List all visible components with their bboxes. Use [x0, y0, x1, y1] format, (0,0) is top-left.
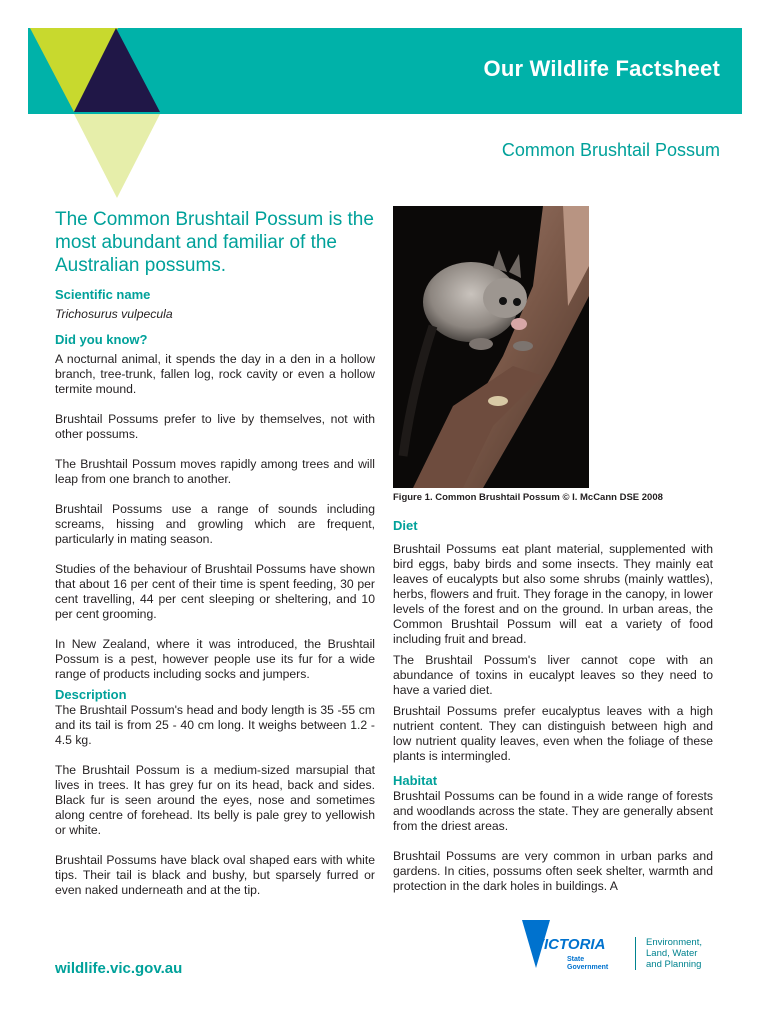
did-you-know-paragraph: Brushtail Possums use a range of sounds including screams, hissing and growling which are frequent, particularly in mating season. — [55, 502, 375, 546]
possum-photo — [393, 206, 589, 488]
scientific-name-section — [55, 287, 375, 322]
diet-heading: Diet — [393, 518, 418, 533]
figure-caption: Figure 1. Common Brushtail Possum © I. McCann DSE 2008 — [393, 492, 663, 503]
victoria-logo-sub: State — [567, 956, 585, 963]
did-you-know-section — [55, 332, 375, 682]
description-heading: Description — [55, 687, 127, 702]
did-you-know-paragraph: In New Zealand, where it was introduced, the Brushtail Possum is a pest, however people use its fur for a wide range of products including socks and jumpers. — [55, 637, 375, 681]
description-section — [55, 687, 375, 898]
habitat-heading: Habitat — [393, 773, 438, 788]
did-you-know-paragraph: The Brushtail Possum moves rapidly among trees and will leap from one branch to another. — [55, 457, 375, 486]
habitat-paragraph: Brushtail Possums are very common in urban parks and gardens. In cities, possums often seek shelter, warmth and protection in the dark holes in buildings. A — [393, 849, 713, 893]
victoria-logo-sub: Government — [567, 964, 609, 971]
logo-divider — [635, 937, 636, 970]
footer-website-link[interactable]: wildlife.vic.gov.au — [55, 960, 183, 977]
did-you-know-paragraph: Brushtail Possums prefer to live by themselves, not with other possums. — [55, 412, 375, 441]
diet-paragraph: The Brushtail Possum's liver cannot cope with an abundance of toxins in eucalypt leaves so they need to have a varied diet. — [393, 653, 713, 697]
scientific-name-value: Trichosurus vulpecula — [55, 307, 173, 321]
page-title: Our Wildlife Factsheet — [483, 56, 720, 81]
department-line: and Planning — [646, 959, 702, 970]
department-line: Environment, — [646, 937, 702, 948]
decorative-triangles — [0, 0, 170, 210]
page-subtitle: Common Brushtail Possum — [501, 140, 720, 160]
description-paragraph: The Brushtail Possum is a medium-sized marsupial that lives in trees. It has grey fur on its head, back and sides. Black fur is seen around the eyes, nose and sometimes along centre of forehead. Its belly is pale grey to yellowish or white. — [55, 763, 375, 837]
diet-paragraph: Brushtail Possums prefer eucalyptus leaves with a high nutrient content. They can distinguish between high and low nutrient quality leaves, even when the foliage of these plants is intermingled. — [393, 704, 713, 763]
intro-text: The Common Brushtail Possum is the most abundant and familiar of the Australian possums. — [55, 209, 374, 276]
description-paragraph: The Brushtail Possum's head and body length is 35 -55 cm and its tail is from 25 - 40 cm long. It weighs between 1.2 - 4.5 kg. — [55, 703, 375, 747]
habitat-section — [393, 773, 713, 894]
description-paragraph: Brushtail Possums have black oval shaped ears with white tips. Their tail is black and bushy, but sparsely furred or even naked underneath and at the tip. — [55, 853, 375, 897]
diet-section — [393, 518, 713, 764]
pale-triangle — [74, 114, 160, 198]
scientific-name-heading: Scientific name — [55, 287, 151, 302]
did-you-know-paragraph: A nocturnal animal, it spends the day in a den in a hollow branch, tree-trunk, fallen log, rock cavity or even a hollow termite mound. — [55, 352, 375, 396]
did-you-know-paragraph: Studies of the behaviour of Brushtail Possums have shown that about 16 per cent of their time is spent feeding, 30 per cent travelling, 44 per cent sleeping or sheltering, and 10 per cent grooming. — [55, 562, 375, 621]
diet-paragraph: Brushtail Possums eat plant material, supplemented with bird eggs, baby birds and some insects. They mainly eat leaves of eucalypts but also some shrubs (mainly wattles), herbs, flowers and fruit. They forage in the canopy, in lower levels of the forest and on the ground. In urban areas, the Common Brushtail Possum will eat a variety of food including fruit and bread. — [393, 542, 713, 646]
habitat-paragraph: Brushtail Possums can be found in a wide range of forests and woodlands across the state. They are generally absent from the driest areas. — [393, 789, 713, 833]
did-you-know-heading: Did you know? — [55, 332, 148, 347]
department-line: Land, Water — [646, 948, 698, 959]
department-name — [646, 937, 702, 970]
victoria-logo-word: VICTORIA — [534, 936, 606, 953]
